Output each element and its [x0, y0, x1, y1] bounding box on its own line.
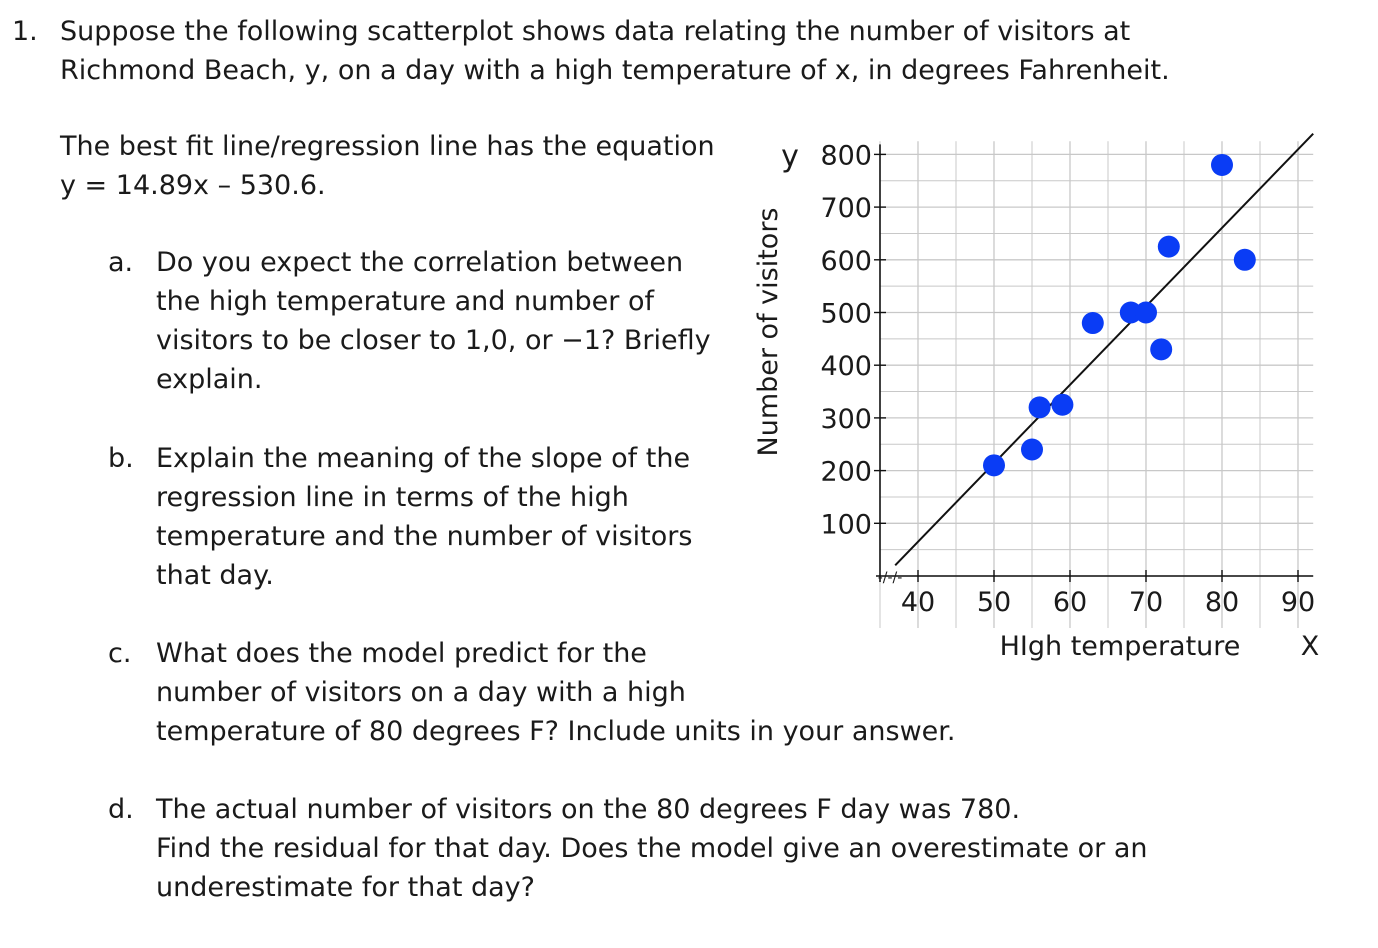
question-d-line: Find the residual for that day. Does the model give an overestimate or an [156, 833, 1148, 864]
x-tick-label: 70 [1128, 587, 1164, 618]
data-points [983, 154, 1256, 476]
y-tick-label: 800 [820, 140, 872, 172]
x-tick-label: 40 [900, 587, 936, 618]
regression-line-group [895, 134, 1313, 566]
question-b-line: Explain the meaning of the slope of the [156, 443, 691, 474]
equation-line1: The best fit line/regression line has the equation [60, 131, 715, 162]
grid [877, 141, 1316, 628]
question-a-line: visitors to be closer to 1,0, or −1? Briefly [156, 325, 711, 356]
question-d-line: The actual number of visitors on the 80 degrees F day was 780. [156, 794, 1021, 825]
data-point [983, 454, 1005, 476]
y-axis-letter: y [781, 139, 799, 174]
y-tick-label: 500 [820, 298, 872, 330]
question-b-line: that day. [156, 560, 274, 591]
question-a-line: Do you expect the correlation between [156, 247, 684, 278]
question-d-line: underestimate for that day? [156, 872, 535, 903]
equation-line2: y = 14.89x – 530.6. [60, 170, 326, 201]
question-d-letter: d. [108, 794, 134, 825]
problem-intro-line1: Suppose the following scatterplot shows data relating the number of visitors at [60, 16, 1131, 47]
data-point [1021, 439, 1043, 461]
data-point [1158, 236, 1180, 258]
axis-break-symbol: -/-/- [877, 570, 903, 586]
problem-number: 1. [12, 16, 38, 47]
y-tick-label: 400 [820, 351, 872, 383]
scatterplot [740, 120, 1365, 670]
y-tick-label: 300 [820, 403, 872, 435]
x-tick-label: 50 [976, 587, 1012, 618]
x-tick-label: 90 [1280, 587, 1316, 618]
x-tick-label: 60 [1052, 587, 1088, 618]
x-axis-label: HIgh temperature [999, 631, 1241, 662]
y-axis-label: Number of visitors [753, 207, 784, 457]
question-c-line: number of visitors on a day with a high [156, 677, 686, 708]
question-b-letter: b. [108, 443, 134, 474]
data-point [1135, 302, 1157, 324]
question-b-line: regression line in terms of the high [156, 482, 629, 513]
data-point [1211, 154, 1233, 176]
y-tick-label: 200 [820, 456, 872, 488]
tick-labels [820, 140, 1315, 618]
x-axis-letter: X [1300, 631, 1320, 662]
question-c-letter: c. [108, 638, 132, 669]
question-c-line: What does the model predict for the [156, 638, 647, 669]
data-point [1150, 338, 1172, 360]
y-tick-label: 100 [820, 509, 872, 541]
question-a-line: explain. [156, 364, 263, 395]
data-point [1082, 312, 1104, 334]
question-b-line: temperature and the number of visitors [156, 521, 693, 552]
question-a-line: the high temperature and number of [156, 286, 654, 317]
data-point [1234, 249, 1256, 271]
regression-line [895, 134, 1313, 566]
y-tick-label: 600 [820, 245, 872, 277]
data-point [1051, 394, 1073, 416]
x-tick-label: 80 [1204, 587, 1240, 618]
data-point [1029, 396, 1051, 418]
problem-intro-line2: Richmond Beach, y, on a day with a high temperature of x, in degrees Fahrenheit. [60, 55, 1170, 86]
y-tick-label: 700 [820, 193, 872, 225]
question-a-letter: a. [108, 247, 134, 278]
axes [874, 144, 1313, 582]
question-c-line: temperature of 80 degrees F? Include units in your answer. [156, 716, 956, 747]
